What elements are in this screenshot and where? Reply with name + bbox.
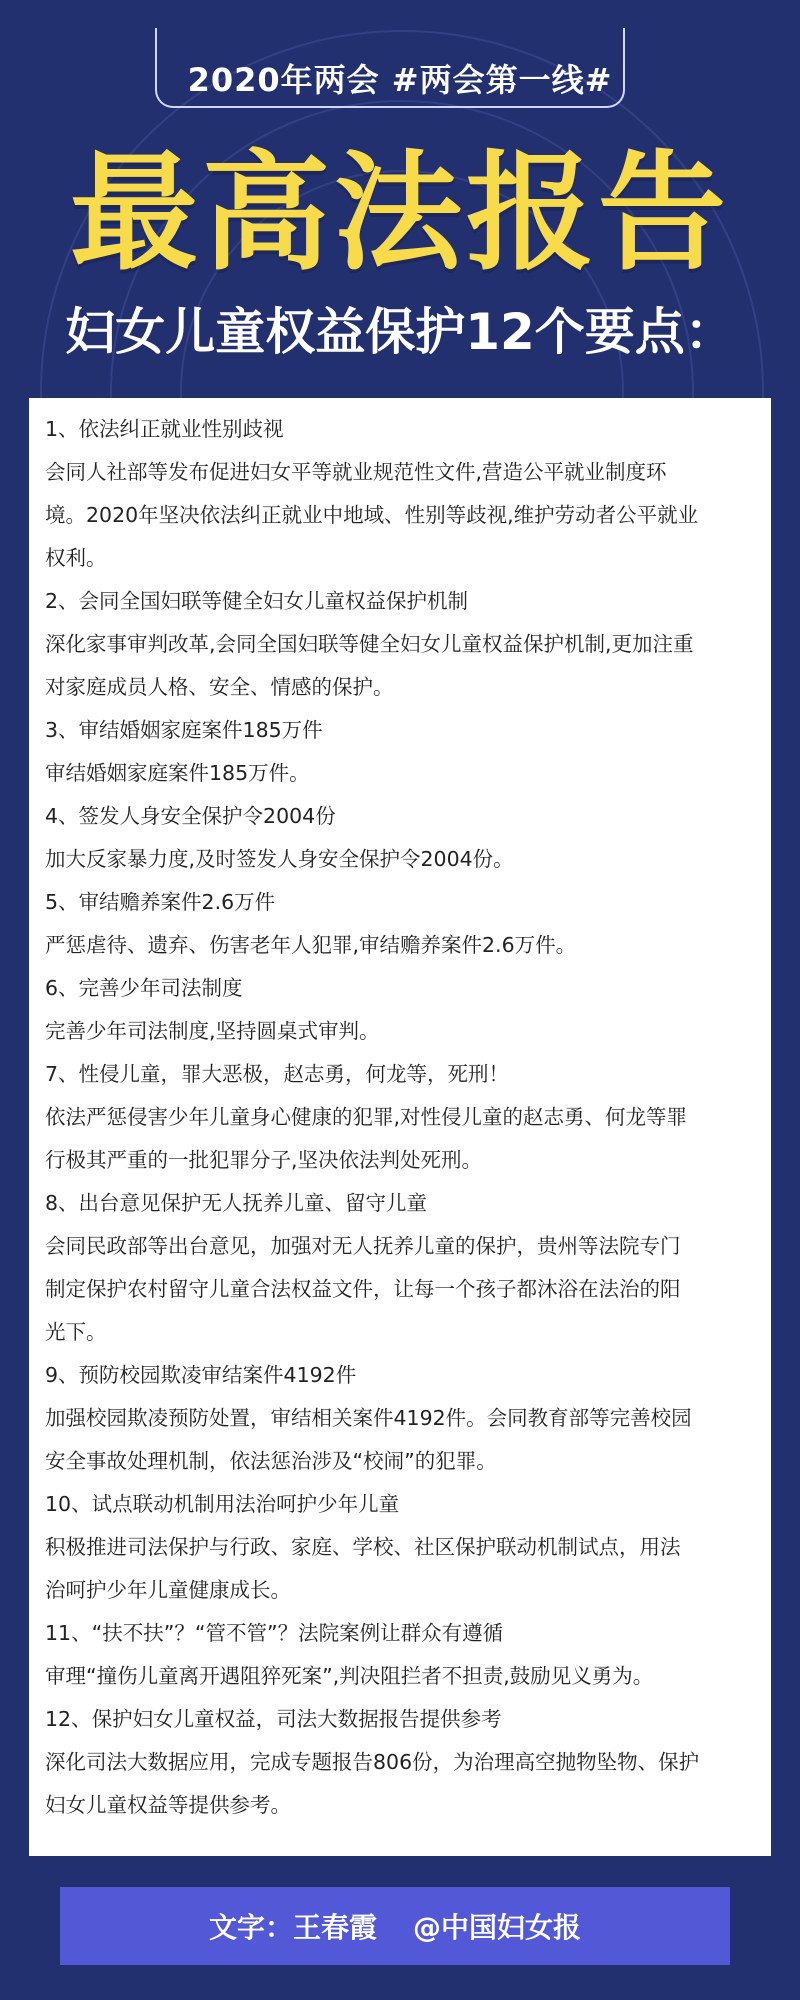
- point-body-line: 积极推进司法保护与行政、家庭、学校、社区保护联动机制试点，用法: [45, 1535, 681, 1559]
- point-body-line: 制定保护农村留守儿童合法权益文件，让每一个孩子都沐浴在法治的阳: [45, 1277, 681, 1301]
- point-body-line: 安全事故处理机制，依法惩治涉及“校闹”的犯罪。: [45, 1449, 497, 1473]
- point-body-line: 光下。: [45, 1320, 107, 1344]
- point-body-line: 会同民政部等出台意见，加强对无人抚养儿童的保护，贵州等法院专门: [45, 1234, 681, 1258]
- point-heading: 12、保护妇女儿童权益，司法大数据报告提供参考: [45, 1707, 502, 1731]
- point-heading: 6、完善少年司法制度: [45, 976, 243, 1000]
- list-item: [45, 1483, 753, 1612]
- point-body-line: 行极其严重的一批犯罪分子,坚决依法判处死刑。: [45, 1148, 483, 1172]
- list-item: [45, 1354, 753, 1483]
- header-tag: 2020年两会 #两会第一线#: [187, 61, 613, 99]
- point-body-line: 会同人社部等发布促进妇女平等就业规范性文件,营造公平就业制度环: [45, 460, 667, 484]
- point-heading: 5、审结赡养案件2.6万件: [45, 890, 276, 914]
- point-heading: 7、性侵儿童，罪大恶极，赵志勇，何龙等，死刑！: [45, 1062, 510, 1086]
- point-body-line: 治呵护少年儿童健康成长。: [45, 1578, 291, 1602]
- point-heading: 9、预防校园欺凌审结案件4192件: [45, 1363, 357, 1387]
- point-body-line: 加大反家暴力度,及时签发人身安全保护令2004份。: [45, 847, 514, 871]
- list-item: [45, 1182, 753, 1354]
- page-title: 最高法报告: [69, 139, 730, 288]
- point-heading: 8、出台意见保护无人抚养儿童、留守儿童: [45, 1191, 428, 1215]
- point-body-line: 权利。: [45, 546, 107, 570]
- point-heading: 10、试点联动机制用法治呵护少年儿童: [45, 1492, 400, 1516]
- point-body-line: 加强校园欺凌预防处置，审结相关案件4192件。会同教育部等完善校园: [45, 1406, 692, 1430]
- point-body-line: 对家庭成员人格、安全、情感的保护。: [45, 675, 394, 699]
- list-item: [45, 1612, 753, 1698]
- point-heading: 3、审结婚姻家庭案件185万件: [45, 718, 323, 742]
- list-item: [45, 1698, 753, 1827]
- point-body-line: 审结婚姻家庭案件185万件。: [45, 761, 310, 785]
- list-item: [45, 967, 753, 1053]
- list-item: [45, 881, 753, 967]
- point-body-line: 严惩虐待、遗弃、伤害老年人犯罪,审结赡养案件2.6万件。: [45, 933, 577, 957]
- list-item: [45, 580, 753, 709]
- point-body-line: 深化家事审判改革,会同全国妇联等健全妇女儿童权益保护机制,更加注重: [45, 632, 694, 656]
- point-body-line: 审理“撞伤儿童离开遇阻猝死案”,判决阻拦者不担责,鼓励见义勇为。: [45, 1664, 654, 1688]
- list-item: [45, 795, 753, 881]
- point-heading: 1、依法纠正就业性别歧视: [45, 417, 284, 441]
- point-heading: 11、“扶不扶”？“管不管”？法院案例让群众有遵循: [45, 1621, 504, 1645]
- point-body-line: 依法严惩侵害少年儿童身心健康的犯罪,对性侵儿童的赵志勇、何龙等罪: [45, 1105, 688, 1129]
- point-heading: 2、会同全国妇联等健全妇女儿童权益保护机制: [45, 589, 469, 613]
- point-heading: 4、签发人身安全保护令2004份: [45, 804, 336, 828]
- footer-author: 文字：王春霞: [208, 1911, 377, 1944]
- point-body-line: 深化司法大数据应用，完成专题报告806份，为治理高空抛物坠物、保护: [45, 1750, 700, 1774]
- list-item: [45, 1053, 753, 1182]
- page-subtitle: 妇女儿童权益保护12个要点：: [65, 303, 735, 361]
- footer-account: @中国妇女报: [413, 1911, 582, 1944]
- point-body-line: 境。2020年坚决依法纠正就业中地域、性别等歧视,维护劳动者公平就业: [45, 503, 699, 527]
- footer-credit-bar: [60, 1887, 730, 1965]
- point-body-line: 妇女儿童权益等提供参考。: [45, 1793, 291, 1817]
- content-panel: [29, 398, 771, 1856]
- list-item: [45, 709, 753, 795]
- list-item: [45, 408, 753, 580]
- point-body-line: 完善少年司法制度,坚持圆桌式审判。: [45, 1019, 380, 1043]
